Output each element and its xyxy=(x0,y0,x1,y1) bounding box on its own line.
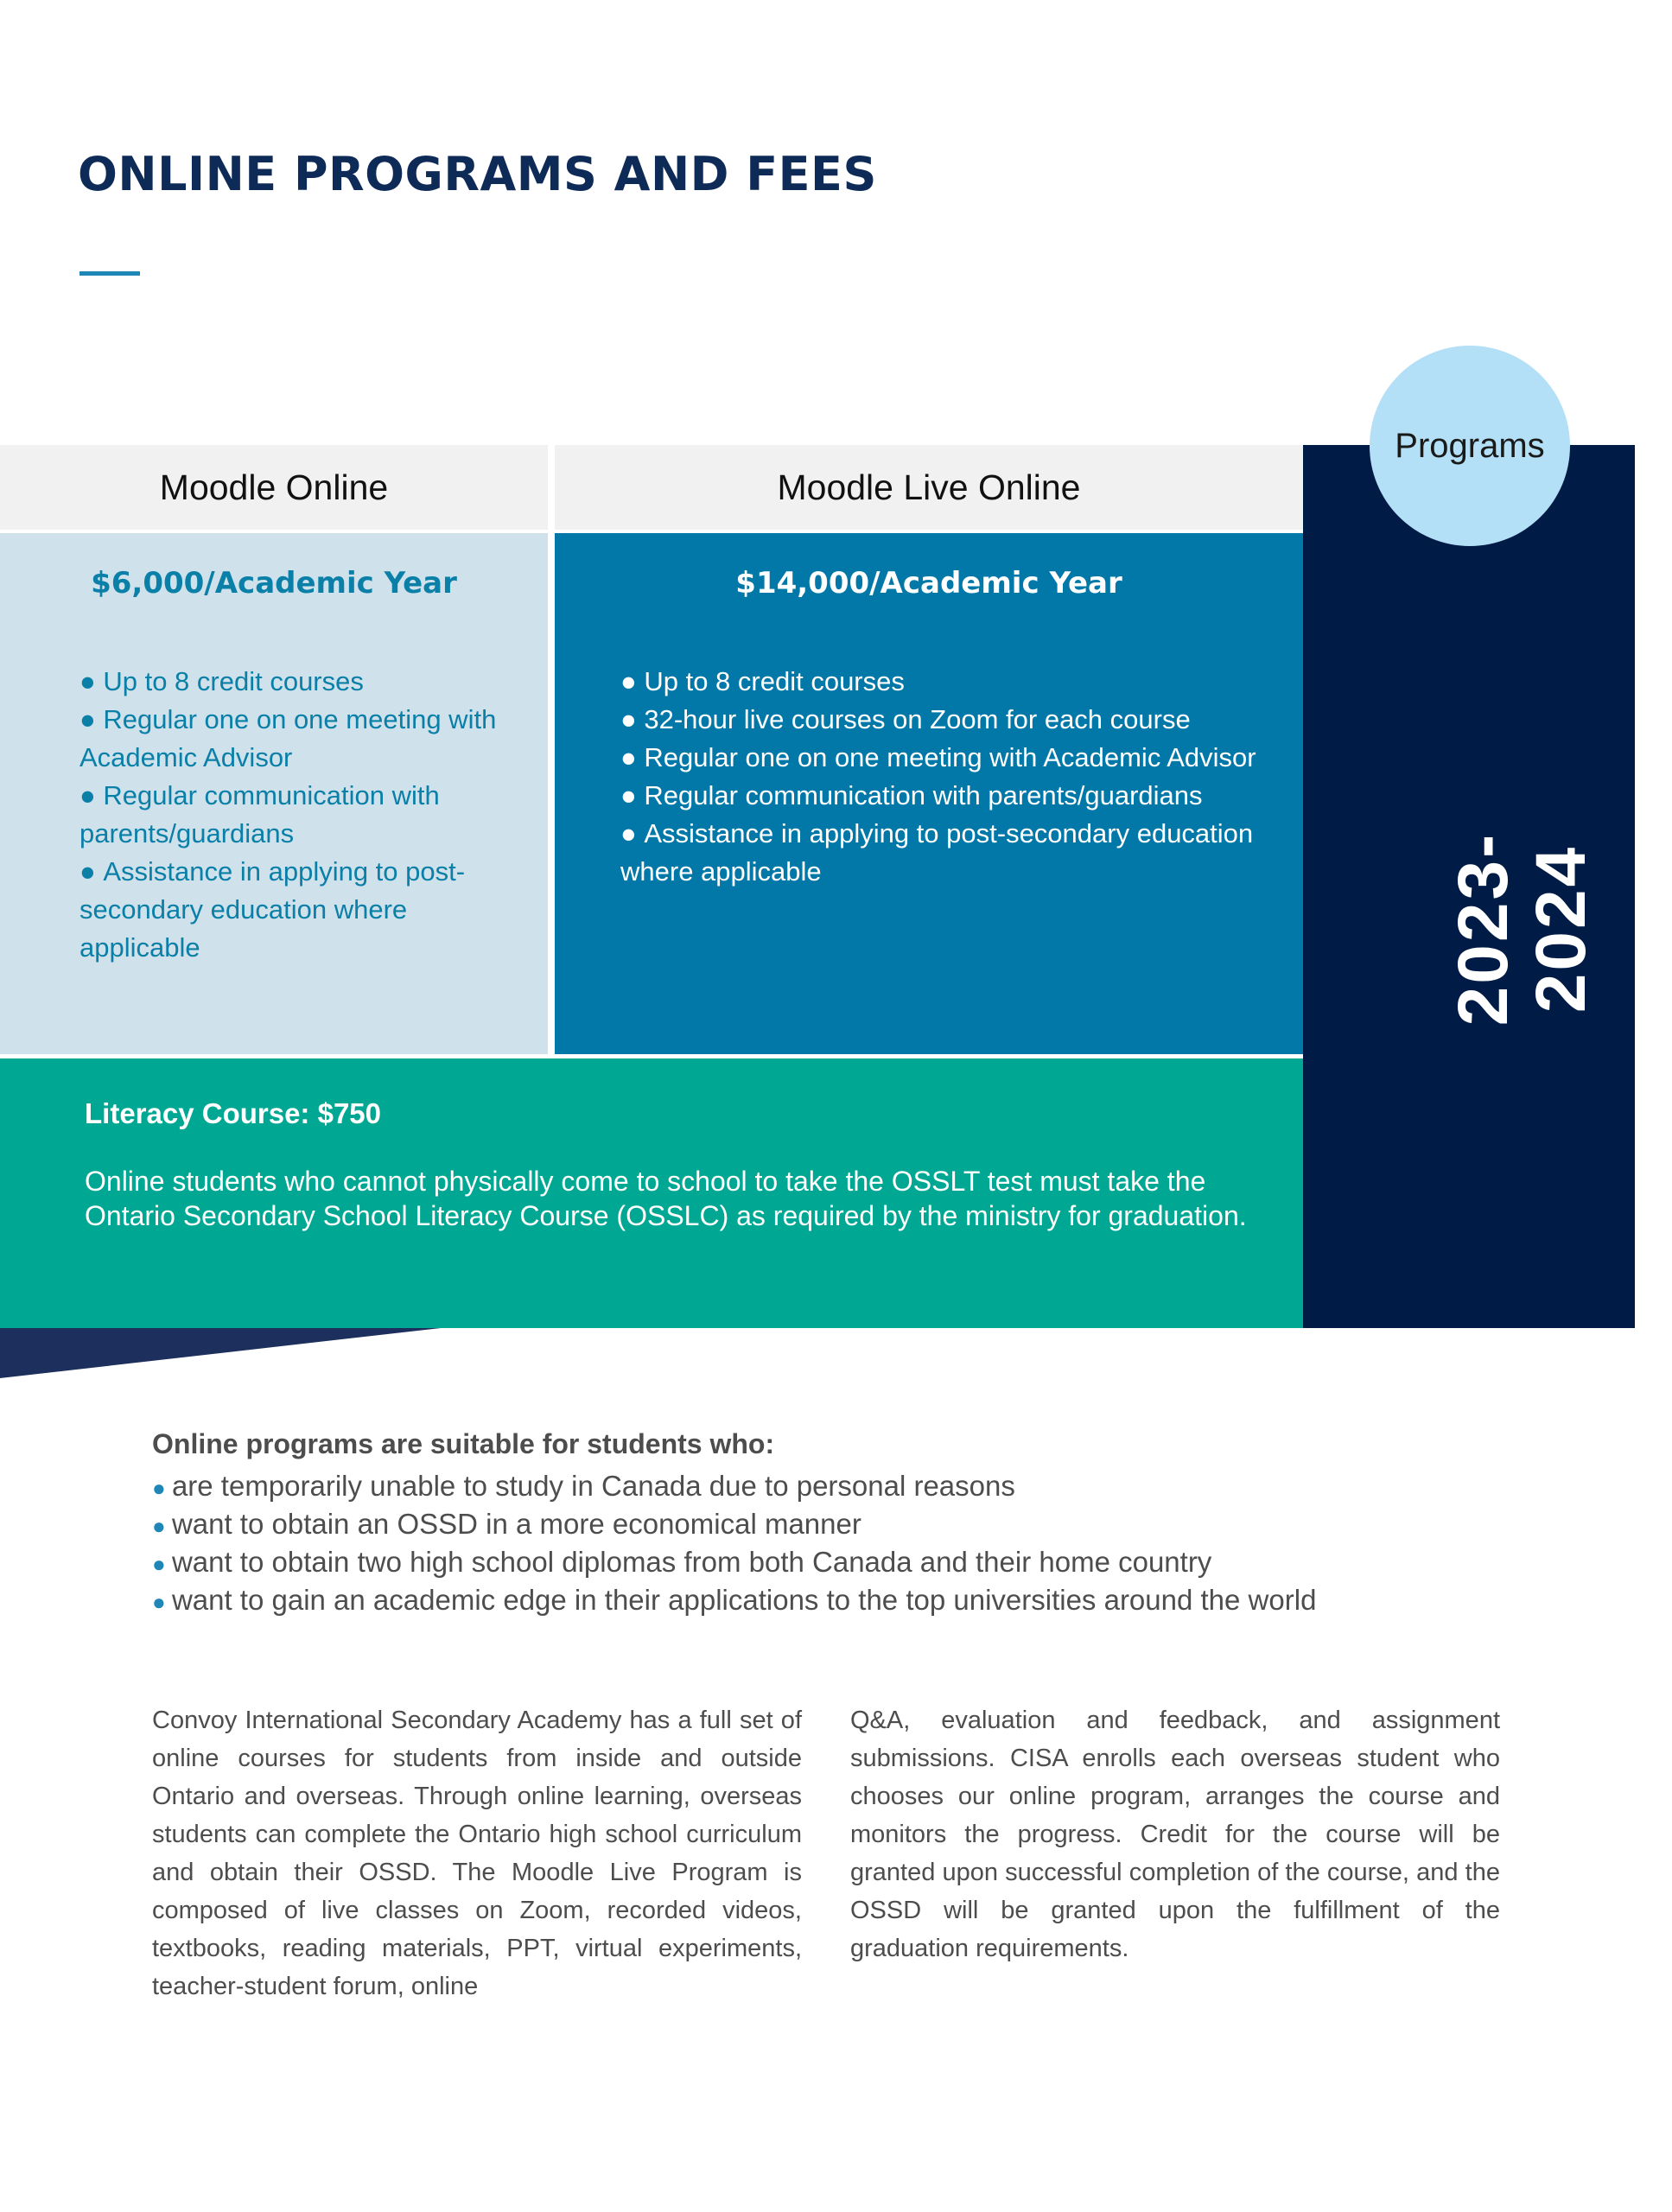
feature-item: ● Regular one on one meeting with Academic Advisor xyxy=(79,701,512,777)
list-item: ● are temporarily unable to study in Canada due to personal reasons xyxy=(152,1468,1316,1506)
literacy-course-description: Online students who cannot physically come to school to take the OSSLT test must take the Ontario Secondary School Literacy Course (OSSLC) as required by the ministry for graduation. xyxy=(85,1166,1247,1231)
feature-item: ● Regular one on one meeting with Academic Advisor xyxy=(620,739,1277,777)
feature-item: ● Regular communication with parents/guardians xyxy=(79,777,512,853)
feature-item: ● Regular communication with parents/guardians xyxy=(620,777,1277,815)
feature-item: ● Assistance in applying to post-secondary education where applicable xyxy=(79,853,512,967)
academic-year-label: 2023-2024 xyxy=(1444,831,1600,1027)
moodle-live-online-card xyxy=(555,533,1303,1054)
list-item: ● want to gain an academic edge in their applications to the top universities around the world xyxy=(152,1582,1316,1620)
feature-item: ● Assistance in applying to post-secondary education where applicable xyxy=(620,815,1277,891)
feature-item: ● Up to 8 credit courses xyxy=(620,663,1277,701)
moodle-live-online-price: $14,000/Academic Year xyxy=(735,566,1122,601)
list-item: ● want to obtain an OSSD in a more economical manner xyxy=(152,1506,1316,1544)
moodle-online-header: Moodle Online xyxy=(0,445,548,530)
programs-badge: Programs xyxy=(1370,346,1570,546)
moodle-online-card xyxy=(0,533,548,1054)
list-item: ● want to obtain two high school diplomas from both Canada and their home country xyxy=(152,1544,1316,1582)
suitable-heading: Online programs are suitable for students who: xyxy=(152,1428,775,1459)
literacy-course-title: Literacy Course: $750 xyxy=(85,1097,382,1129)
suitable-list xyxy=(152,1468,1316,1620)
moodle-live-online-features xyxy=(620,663,1277,891)
decorative-wedge xyxy=(0,1328,449,1380)
feature-item: ● 32-hour live courses on Zoom for each course xyxy=(620,701,1277,739)
page-title: ONLINE PROGRAMS AND FEES xyxy=(78,147,877,201)
body-text-left-column: Convoy International Secondary Academy has a full set of online courses for students from inside and outside Ontario and overseas. Through online learning, overseas students can complete the Ontario high school curriculum and obtain their OSSD. The Moodle Live Program is composed of live classes on Zoom, recorded videos, textbooks, reading materials, PPT, virtual experiments, teacher-student forum, online xyxy=(152,1707,802,2000)
moodle-live-online-header: Moodle Live Online xyxy=(555,445,1303,530)
moodle-online-features xyxy=(79,663,512,967)
literacy-course-section xyxy=(0,1058,1303,1328)
moodle-online-price: $6,000/Academic Year xyxy=(91,566,457,601)
feature-item: ● Up to 8 credit courses xyxy=(79,663,512,701)
title-underline xyxy=(79,271,140,276)
body-text-right-column: Q&A, evaluation and feedback, and assignment submissions. CISA enrolls each overseas student who chooses our online program, arranges the course and monitors the progress. Credit for the course will be granted upon successful completion of the course, and the OSSD will be granted upon the fulfillment of the graduation requirements. xyxy=(850,1707,1500,1962)
